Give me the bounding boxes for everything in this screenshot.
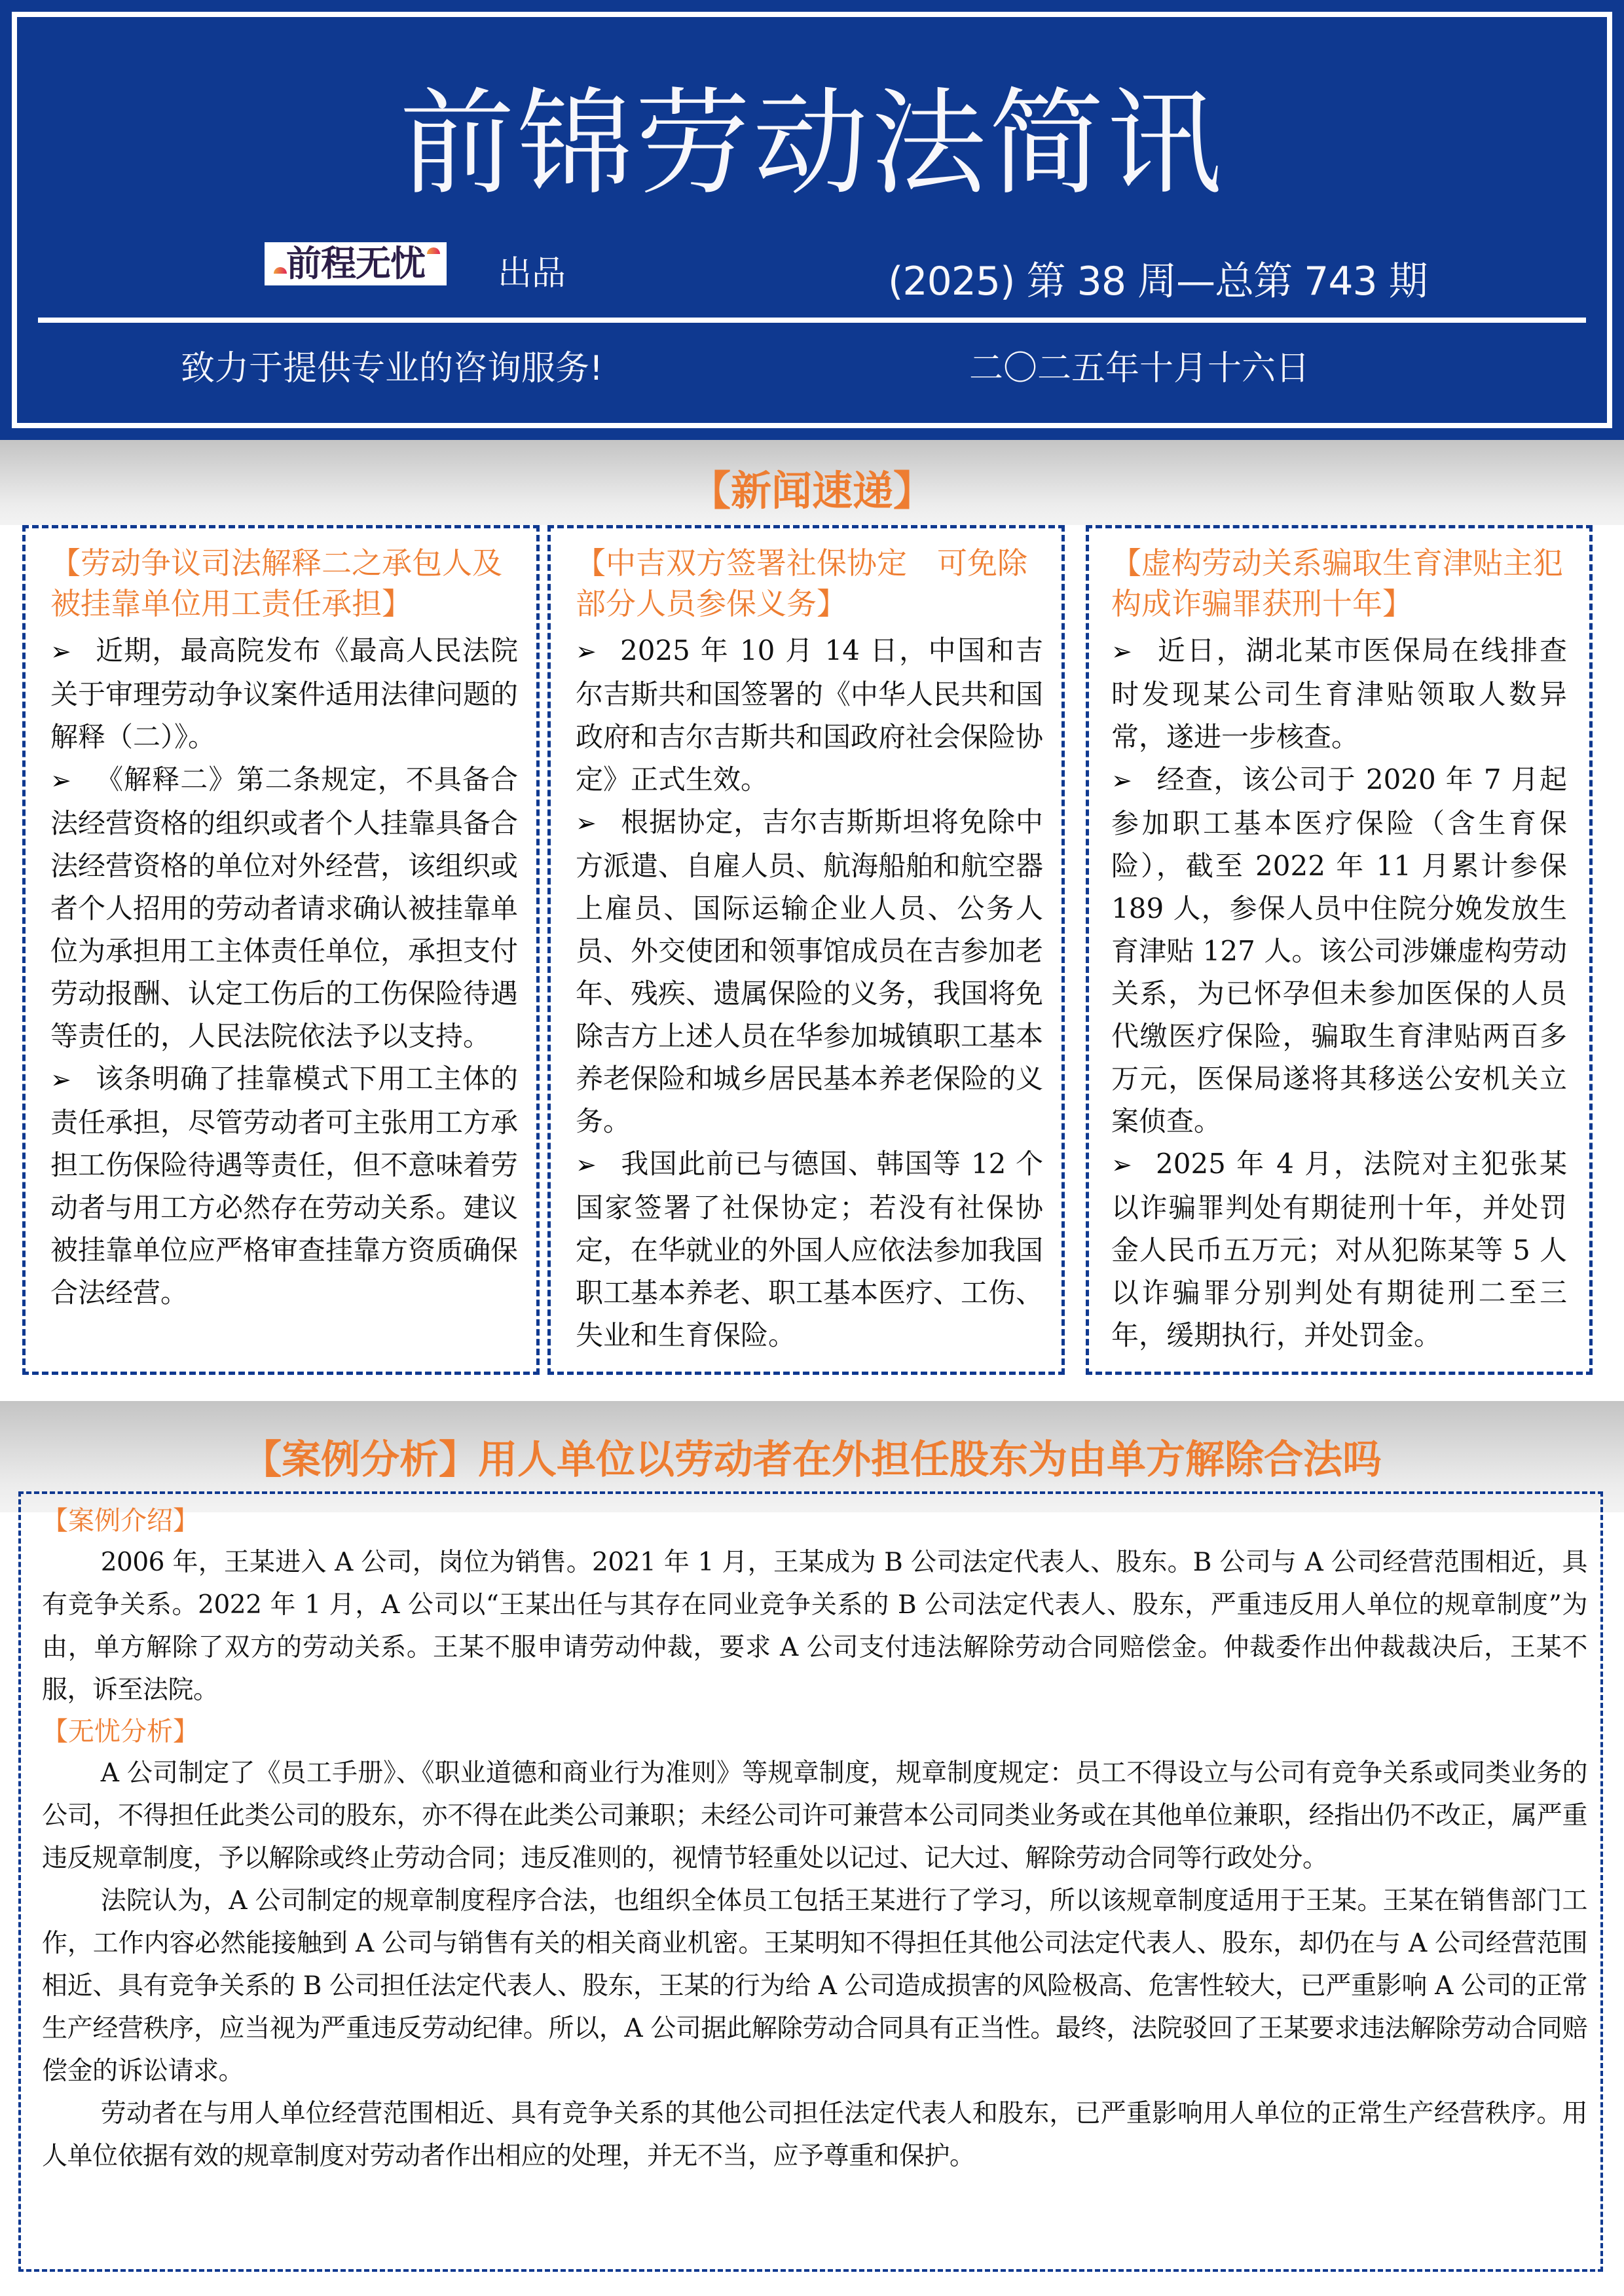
- case-analysis-box: [18, 1491, 1603, 2272]
- analysis-paragraph: 法院认为，A 公司制定的规章制度程序合法，也组织全体员工包括王某进行了学习，所以该规章制度适用于王某。王某在销售部门工作，工作内容必然能接触到 A 公司与销售有关的相关商业机密。王某明知不得担任其他公司法定代表人、股东，却仍在与 A 公司经营范围相近、具有竞争关系的 B 公司担任法定代表人、股东，王某的行为给 A 公司造成损害的风险极高、危害性较大，已严重影响 A 公司的正常生产经营秩序，应当视为严重违反劳动纪律。所以，A 公司据此解除劳动合同具有正当性。最终，法院驳回了王某要求违法解除劳动合同赔偿金的诉讼请求。: [42, 1886, 1587, 2086]
- case-intro-heading: 【案例介绍】: [42, 1506, 199, 1536]
- news-bullet: [1111, 1142, 1567, 1357]
- newsletter-title: 前锦劳动法简讯: [399, 77, 1225, 211]
- arrow-bullet-icon: ➢: [50, 637, 71, 666]
- bullet-text: 《解释二》第二条规定，不具备合法经营资格的组织或者个人挂靠具备合法经营资格的单位对外经营，该组织或者个人招用的劳动者请求确认被挂靠单位为承担用工主体责任单位，承担支付劳动报酬、认定工伤后的工伤保险待遇等责任的，人民法院依法予以支持。: [50, 763, 519, 1052]
- arrow-bullet-icon: ➢: [1111, 637, 1132, 666]
- case-section-title: 【案例分析】用人单位以劳动者在外担任股东为由单方解除合法吗: [242, 1437, 1382, 1483]
- bullet-text: 2025 年 10 月 14 日，中国和吉尔吉斯共和国签署的《中华人民共和国政府和吉尔吉斯共和国政府社会保险协定》正式生效。: [576, 634, 1044, 795]
- issue-date: 二〇二五年十月十六日: [969, 349, 1310, 388]
- news-bullet: [50, 1057, 518, 1314]
- news-column: [547, 525, 1065, 1375]
- analysis-paragraph: A 公司制定了《员工手册》、《职业道德和商业行为准则》等规章制度，规章制度规定：员工不得设立与公司有竞争关系或同类业务的公司，不得担任此类公司的股东，亦不得在此类公司兼职；未经公司许可兼营本公司同类业务或在其他单位兼职，经指出仍不改正，属严重违反规章制度，予以解除或终止劳动合同；违反准则的，视情节轻重处以记过、记大过、解除劳动合同等行政处分。: [42, 1758, 1587, 1873]
- bullet-text: 该条明确了挂靠模式下用工主体的责任承担，尽管劳动者可主张用工方承担工伤保险待遇等责任，但不意味着劳动者与用工方必然存在劳动关系。建议被挂靠单位应严格审查挂靠方资质确保合法经营。: [50, 1063, 519, 1309]
- logo-arc-icon: [274, 267, 287, 274]
- analysis-heading: 【无忧分析】: [42, 1717, 199, 1747]
- bullet-text: 根据协定，吉尔吉斯斯坦将免除中方派遣、自雇人员、航海船舶和航空器上雇员、国际运输企业人员、公务人员、外交使团和领事馆成员在吉参加老年、残疾、遗属保险的义务，我国将免除吉方上述人员在华参加城镇职工基本养老保险和城乡居民基本养老保险的义务。: [576, 806, 1044, 1137]
- arrow-bullet-icon: ➢: [576, 1150, 597, 1179]
- bullet-text: 2025 年 4 月，法院对主犯张某以诈骗罪判处有期徒刑十年，并处罚金人民币五万元；对从犯陈某等 5 人以诈骗罪分别判处有期徒刑二至三年，缓期执行，并处罚金。: [1111, 1148, 1567, 1351]
- slogan: 致力于提供专业的咨询服务!: [181, 349, 603, 388]
- bullet-text: 近日，湖北某市医保局在线排查时发现某公司生育津贴领取人数异常，遂进一步核查。: [1111, 634, 1567, 753]
- produced-by-label: 出品: [498, 254, 566, 293]
- arrow-bullet-icon: ➢: [1111, 1150, 1132, 1179]
- bullet-text: 近期，最高院发布《最高人民法院关于审理劳动争议案件适用法律问题的解释（二）》。: [50, 634, 519, 753]
- arrow-bullet-icon: ➢: [50, 766, 71, 795]
- header-divider: [38, 318, 1586, 323]
- news-bullet: [50, 758, 518, 1057]
- news-headline: 【虚构劳动关系骗取生育津贴主犯构成诈骗罪获刑十年】: [1111, 545, 1563, 621]
- masthead: [0, 0, 1624, 440]
- analysis-paragraph: 劳动者在与用人单位经营范围相近、具有竞争关系的其他公司担任法定代表人和股东，已严重影响用人单位的正常生产经营秩序。用人单位依据有效的规章制度对劳动者作出相应的处理，并无不当，应予尊重和保护。: [42, 2099, 1587, 2171]
- news-column: [22, 525, 540, 1375]
- brand-logo: [265, 242, 447, 285]
- news-section-title: 【新闻速递】: [690, 467, 934, 515]
- arrow-bullet-icon: ➢: [576, 809, 597, 837]
- logo-text: 前程无忧: [286, 243, 425, 284]
- news-column: [1086, 525, 1593, 1375]
- bullet-text: 经查，该公司于 2020 年 7 月起参加职工基本医疗保险（含生育保险），截至 2022 年 11 月累计参保 189 人，参保人员中住院分娩发放生育津贴 127 人。该公司涉嫌虚构劳动关系，为已怀孕但未参加医保的人员代缴医疗保险，骗取生育津贴两百多万元，医保局遂将其移送公安机关立案侦查。: [1111, 763, 1567, 1137]
- logo-arc-icon: [427, 247, 440, 254]
- case-intro-paragraph: 2006 年，王某进入 A 公司，岗位为销售。2021 年 1 月，王某成为 B 公司法定代表人、股东。B 公司与 A 公司经营范围相近，具有竞争关系。2022 年 1 月，A 公司以“王某出任与其存在同业竞争关系的 B 公司法定代表人、股东，严重违反用人单位的规章制度”为由，单方解除了双方的劳动关系。王某不服申请劳动仲裁，要求 A 公司支付违法解除劳动合同赔偿金。仲裁委作出仲裁裁决后，王某不服，诉至法院。: [42, 1548, 1587, 1705]
- news-bullet: [1111, 629, 1567, 758]
- arrow-bullet-icon: ➢: [50, 1065, 71, 1094]
- news-headline: 【中吉双方签署社保协定 可免除部分人员参保义务】: [576, 545, 1027, 621]
- news-bullet: [576, 629, 1043, 801]
- bullet-text: 我国此前已与德国、韩国等 12 个国家签署了社保协定；若没有社保协定，在华就业的外国人应依法参加我国职工基本养老、职工基本医疗、工伤、失业和生育保险。: [576, 1148, 1044, 1351]
- arrow-bullet-icon: ➢: [1111, 766, 1132, 795]
- news-headline: 【劳动争议司法解释二之承包人及被挂靠单位用工责任承担】: [50, 545, 502, 621]
- news-bullet: [576, 801, 1043, 1142]
- news-bullet: [50, 629, 518, 758]
- issue-number: (2025) 第 38 周—总第 743 期: [888, 259, 1428, 304]
- news-bullet: [576, 1142, 1043, 1357]
- news-bullet: [1111, 758, 1567, 1142]
- arrow-bullet-icon: ➢: [576, 637, 597, 666]
